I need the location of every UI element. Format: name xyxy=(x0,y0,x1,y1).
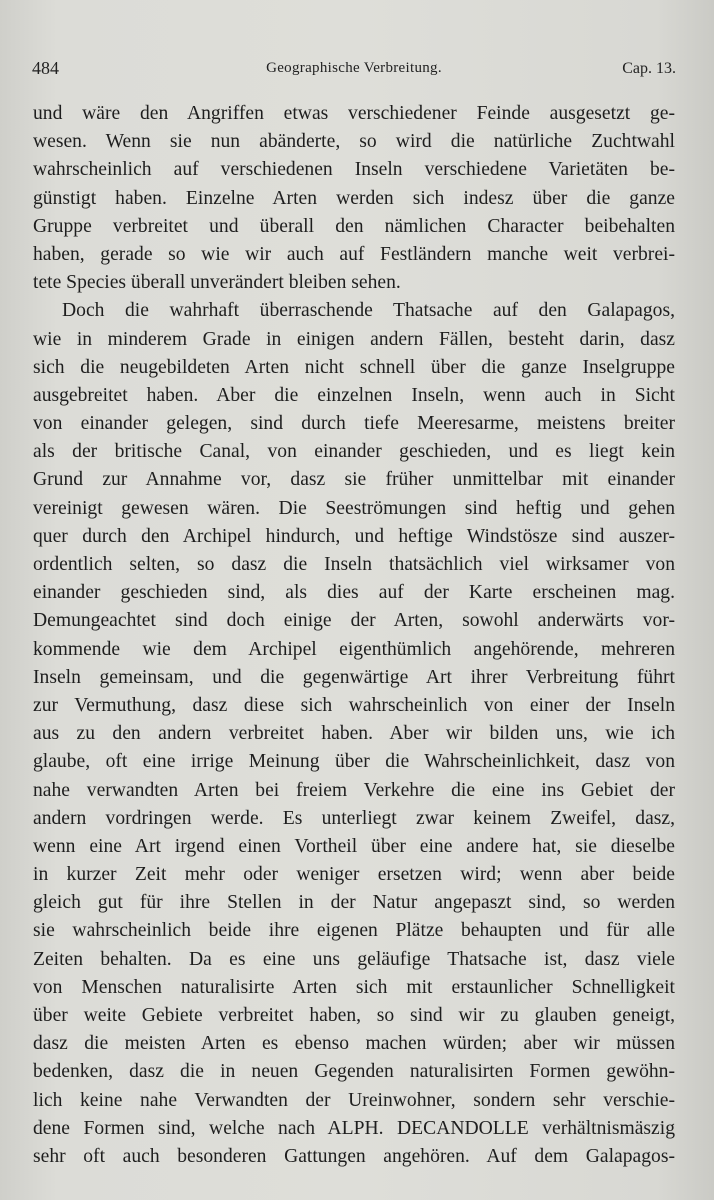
page-number: 484 xyxy=(32,58,59,78)
text-line: quer durch den Archipel hindurch, und heftige Windstösze sind auszer- xyxy=(33,525,675,547)
text-line: lich keine nahe Verwandten der Ureinwohner, sondern sehr verschie- xyxy=(33,1089,675,1111)
text-line: günstigt haben. Einzelne Arten werden sich indesz über die ganze xyxy=(33,187,675,209)
text-line: tete Species überall unverändert bleiben sehen. xyxy=(33,272,401,294)
text-line: vereinigt gewesen wären. Die Seeströmungen sind heftig und gehen xyxy=(33,497,675,519)
text-line: Zeiten behalten. Da es eine uns geläufige Thatsache ist, dasz viele xyxy=(33,948,675,970)
text-line: als der britische Canal, von einander geschieden, und es liegt kein xyxy=(33,441,675,463)
text-line: von Menschen naturalisirte Arten sich mit erstaunlicher Schnelligkeit xyxy=(33,976,675,998)
text-line: in kurzer Zeit mehr oder weniger ersetzen wird; wenn aber beide xyxy=(33,864,675,886)
text-line: von einander gelegen, sind durch tiefe Meeresarme, meistens breiter xyxy=(33,413,675,435)
text-line: andern vordringen werde. Es unterliegt zwar keinem Zweifel, dasz, xyxy=(33,807,675,829)
text-line: ordentlich selten, so dasz die Inseln thatsächlich viel wirksamer von xyxy=(33,554,675,575)
text-line: haben, gerade so wie wir auch auf Festländern manche weit verbrei- xyxy=(33,243,675,265)
text-line: glaube, oft eine irrige Meinung über die Wahrscheinlichkeit, dasz von xyxy=(33,751,675,773)
text-line: zur Vermuthung, dasz diese sich wahrscheinlich von einer der Inseln xyxy=(33,694,675,716)
text-line: wesen. Wenn sie nun abänderte, so wird die natürliche Zuchtwahl xyxy=(33,131,675,153)
text-line: Doch die wahrhaft überraschende Thatsache auf den Galapagos, xyxy=(62,300,675,322)
text-line: wenn eine Art irgend einen Vortheil über eine andere hat, sie dieselbe xyxy=(33,835,675,857)
running-title: Geographische Verbreitung. xyxy=(266,60,442,76)
text-line: wahrscheinlich auf verschiedenen Inseln verschiedene Varietäten be- xyxy=(33,159,675,181)
text-line: Demungeachtet sind doch einige der Arten, sowohl anderwärts vor- xyxy=(33,610,675,632)
chapter-label: Cap. 13. xyxy=(622,60,676,77)
text-line: aus zu den andern verbreitet haben. Aber wir bilden uns, wie ich xyxy=(33,723,675,745)
text-line: über weite Gebiete verbreitet haben, so sind wir zu glauben geneigt, xyxy=(33,1005,675,1026)
text-line: und wäre den Angriffen etwas verschiedener Feinde ausgesetzt ge- xyxy=(33,103,675,124)
text-line: Gruppe verbreitet und überall den nämlichen Character beibehalten xyxy=(33,215,675,237)
text-line: kommende wie dem Archipel eigenthümlich angehörende, mehreren xyxy=(33,638,675,660)
running-header xyxy=(32,58,676,84)
text-line: sehr oft auch besonderen Gattungen angehören. Auf dem Galapagos- xyxy=(33,1145,675,1167)
text-line: einander geschieden sind, als dies auf der Karte erscheinen mag. xyxy=(33,582,675,604)
text-line: ausgebreitet haben. Aber die einzelnen Inseln, wenn auch in Sicht xyxy=(33,384,675,406)
text-line: dene Formen sind, welche nach ALPH. DECANDOLLE verhältnismäszig xyxy=(33,1117,675,1139)
text-line: sie wahrscheinlich beide ihre eigenen Plätze behaupten und für alle xyxy=(33,920,675,942)
text-line: gleich gut für ihre Stellen in der Natur angepaszt sind, so werden xyxy=(33,892,675,914)
text-line: sich die neugebildeten Arten nicht schnell über die ganze Inselgruppe xyxy=(33,356,675,378)
text-line: Inseln gemeinsam, und die gegenwärtige Art ihrer Verbreitung führt xyxy=(33,666,675,688)
text-line: nahe verwandten Arten bei freiem Verkehre die eine ins Gebiet der xyxy=(33,779,675,801)
text-line: wie in minderem Grade in einigen andern Fällen, besteht darin, dasz xyxy=(33,328,675,350)
text-line: bedenken, dasz die in neuen Gegenden naturalisirten Formen gewöhn- xyxy=(33,1061,675,1083)
body-text xyxy=(33,100,675,1171)
text-line: Grund zur Annahme vor, dasz sie früher unmittelbar mit einander xyxy=(33,469,675,491)
text-line: dasz die meisten Arten es ebenso machen würden; aber wir müssen xyxy=(33,1033,675,1055)
